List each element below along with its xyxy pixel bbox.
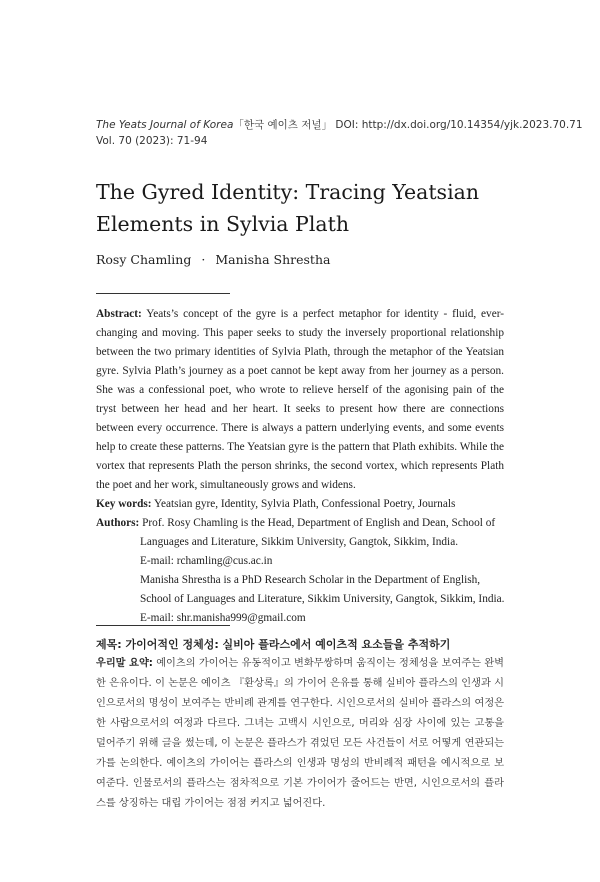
author-1-email: E-mail: rchamling@cus.ac.in [140, 555, 273, 567]
journal-name: The Yeats Journal of Korea [96, 119, 234, 131]
korean-abstract-label: 우리말 요약: [96, 658, 153, 669]
authors-line: Prof. Rosy Chamling is the Head, Department of English and Dean, School of [142, 517, 496, 529]
authors-info-row [96, 514, 516, 533]
journal-header [96, 117, 583, 133]
keywords-label: Key words: [96, 498, 152, 510]
journal-name-korean: 「한국 예이츠 저널」 [233, 119, 333, 131]
divider-bottom [96, 625, 230, 626]
authors-line: Languages and Literature, Sikkim University, Gangtok, Sikkim, India. [140, 536, 459, 548]
author-2: Manisha Shrestha [215, 252, 331, 267]
author-names [96, 252, 330, 267]
authors-info [96, 514, 516, 628]
doi-link[interactable]: DOI: http://dx.doi.org/10.14354/yjk.2023.70.71 [335, 119, 583, 131]
author-1: Rosy Chamling [96, 252, 192, 267]
authors-label: Authors: [96, 517, 140, 529]
korean-abstract-text: 예이츠의 가이어는 유동적이고 변화무쌍하며 움직이는 정체성을 보여주는 완벽한 은유이다. 이 논문은 예이츠 『환상록』의 가이어 은유를 통해 실비아 플라스의 인생과 시인으로서의 명성이 보여주는 반비례 관계를 연구한다. 시인으로서의 실비아 플라스의 여정은 한 사람으로서의 여정과 다르다. 그녀는 고백시 시인으로, 머리와 심장 사이에 있는 고통을 덜어주기 위해 글을 썼는데, 이 논문은 플라스가 겪었던 모든 사건들이 서로 어떻게 연관되는가를 논의한다. 예이츠의 가이어는 플라스의 인생과 명성의 반비례적 패턴을 예시적으로 보여준다. 인물로서의 플라스는 점차적으로 기본 가이어가 줄어드는 반면, 시인으로서의 플라스를 상징하는 대립 가이어는 점점 커지고 넓어진다. [96, 658, 504, 809]
abstract [96, 305, 504, 495]
korean-abstract [96, 654, 504, 814]
korean-title: 제목: 가이어적인 정체성: 실비아 플라스에서 예이츠적 요소들을 추적하기 [96, 638, 451, 651]
keywords [96, 495, 516, 514]
authors-line: School of Languages and Literature, Sikkim University, Gangtok, Sikkim, India. [140, 593, 505, 605]
paper-title: The Gyred Identity: Tracing Yeatsian Elements in Sylvia Plath [96, 180, 480, 236]
abstract-label: Abstract: [96, 308, 142, 320]
author-2-email: E-mail: shr.manisha999@gmail.com [140, 612, 306, 624]
keywords-text: Yeatsian gyre, Identity, Sylvia Plath, Confessional Poetry, Journals [153, 498, 456, 510]
divider-top [96, 293, 230, 294]
authors-line: Manisha Shrestha is a PhD Research Scholar in the Department of English, [140, 574, 481, 586]
abstract-text: Yeats’s concept of the gyre is a perfect metaphor for identity - fluid, ever-changing and moving. This paper seeks to study the inversely proportional relationship between the two primary identities of Sylvia Plath, through the metaphor of the Yeatsian gyre. Sylvia Plath’s journey as a poet cannot be kept away from her journey as a person. She was a confessional poet, who wrote to relieve herself of the agonising pain of the tryst between her head and her heart. It seeks to present how there are connections between every occurrence. There is always a pattern underlying events, and some events help to create these patterns. The Yeatsian gyre is the pattern that Plath exhibits. While the vortex that represents Plath the person shrinks, the second vortex, which represents Plath the poet and her work, simultaneously grows and widens. [96, 308, 505, 491]
volume-info: Vol. 70 (2023): 71-94 [96, 135, 208, 147]
author-separator: · [201, 252, 206, 267]
